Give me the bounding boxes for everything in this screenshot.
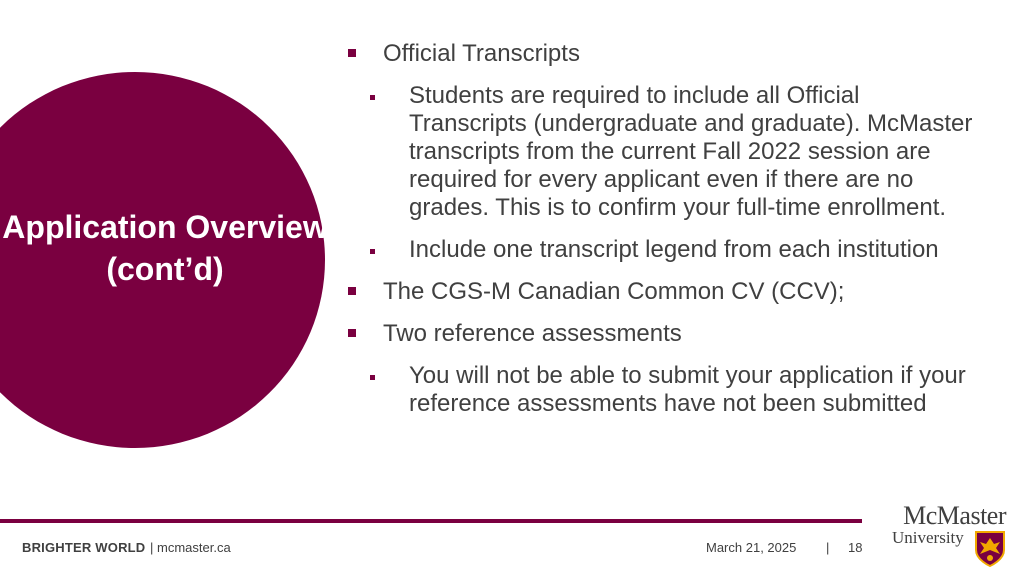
bullet-item: [340, 320, 980, 348]
square-bullet-icon: [370, 249, 375, 254]
footer-separator: |: [826, 540, 830, 555]
sub-bullet-item: [340, 362, 980, 418]
square-bullet-icon: [370, 95, 375, 100]
brand-tagline: BRIGHTER WORLD: [22, 540, 146, 555]
site-link[interactable]: | mcmaster.ca: [150, 540, 231, 555]
bullet-text: Two reference assessments: [383, 320, 682, 347]
square-bullet-icon: [348, 329, 356, 337]
sub-bullet-item: [340, 82, 980, 222]
slide-date: March 21, 2025: [706, 540, 797, 555]
square-bullet-icon: [370, 375, 375, 380]
mcmaster-crest-icon: [974, 530, 1006, 568]
page-number: 18: [848, 540, 863, 555]
mcmaster-logo: [890, 500, 1014, 570]
bullet-text: Official Transcripts: [383, 40, 580, 67]
bullet-text: Students are required to include all Official Transcripts (undergraduate and graduate). McMaster transcripts from the current Fall 2022 session are required for every applicant even if there are no grades. This is to confirm your full-time enrollment.: [409, 82, 973, 221]
bullet-text: You will not be able to submit your application if your reference assessments have not been submitted: [409, 362, 966, 417]
logo-wordmark: McMaster: [903, 501, 1006, 530]
bullet-item: [340, 278, 980, 306]
slide-title: Application Overview (cont’d): [2, 209, 328, 287]
bullet-text: The CGS-M Canadian Common CV (CCV);: [383, 278, 845, 305]
bullet-item: [340, 40, 980, 68]
footer-divider: [0, 519, 862, 523]
bullet-text: Include one transcript legend from each institution: [409, 236, 939, 263]
bullet-list: [340, 40, 980, 432]
sub-bullet-item: [340, 236, 980, 264]
square-bullet-icon: [348, 49, 356, 57]
square-bullet-icon: [348, 287, 356, 295]
logo-subtitle: University: [892, 528, 964, 547]
